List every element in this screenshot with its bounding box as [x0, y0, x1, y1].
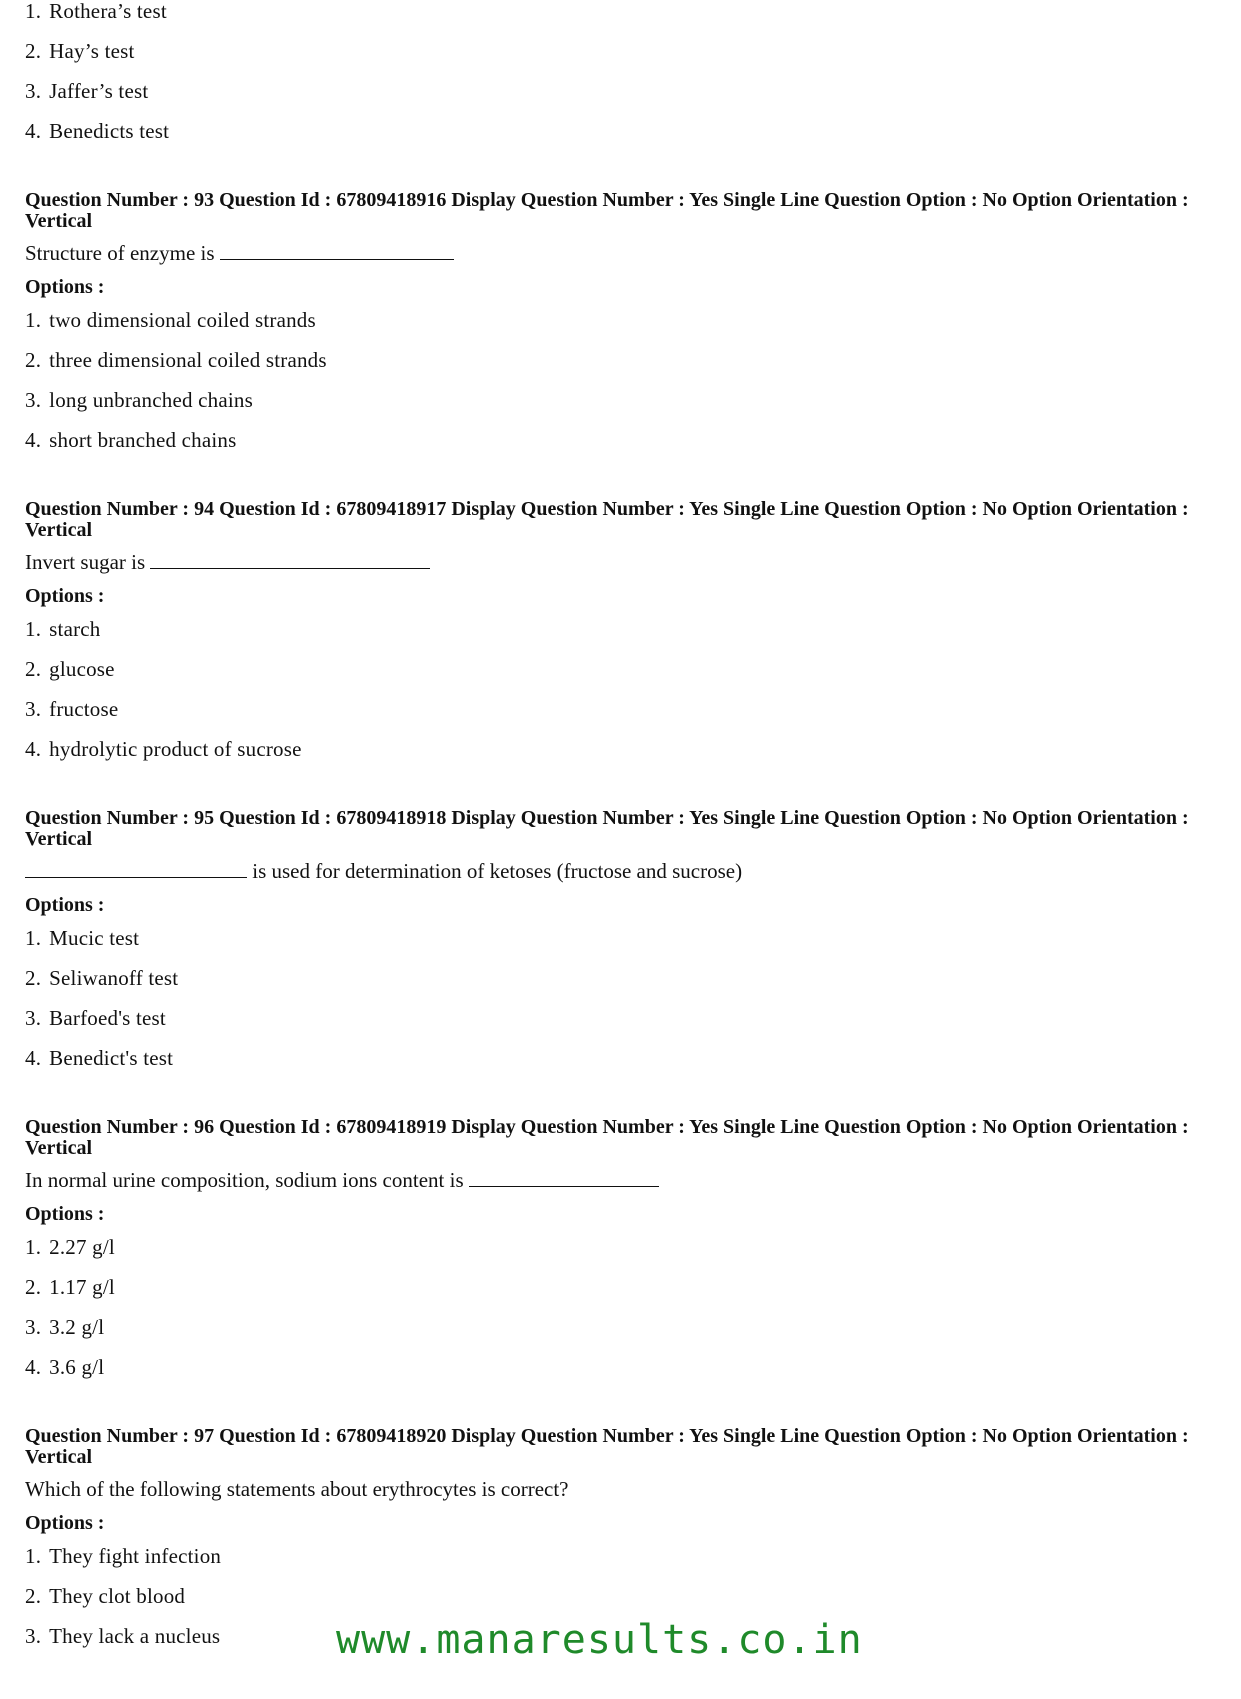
option-item: 3. Jaffer’s test [25, 79, 149, 103]
question-text: Structure of enzyme is [25, 242, 1215, 264]
option-item: 2. Seliwanoff test [25, 966, 179, 990]
question-paper-page [25, 0, 1215, 1665]
option-item: 1. Mucic test [25, 926, 140, 950]
question-header: Question Number : 96 Question Id : 67809418919 Display Question Number : Yes Single Line Question Option : No Option Orientation : Vertical [25, 1116, 1189, 1159]
option-item: 1. They fight infection [25, 1544, 222, 1568]
option-item: 4. short branched chains [25, 428, 237, 452]
watermark-text: www.manaresults.co.in [336, 1617, 863, 1663]
option-item: 4. 3.6 g/l [25, 1355, 105, 1379]
option-item: 1. starch [25, 617, 101, 641]
options-label: Options : [25, 276, 105, 298]
option-item: 2. 1.17 g/l [25, 1275, 115, 1299]
option-item: 2. glucose [25, 657, 115, 681]
option-item: 3. 3.2 g/l [25, 1315, 105, 1339]
option-item: 4. Benedicts test [25, 119, 170, 143]
option-item: 3. long unbranched chains [25, 388, 253, 412]
option-item: 4. hydrolytic product of sucrose [25, 737, 302, 761]
question-text: Invert sugar is [25, 551, 1215, 573]
answer-blank [25, 863, 247, 878]
options-label: Options : [25, 585, 105, 607]
option-item: 4. Benedict's test [25, 1046, 174, 1070]
options-label: Options : [25, 1512, 105, 1534]
question-block [25, 190, 1215, 469]
option-item: 1. 2.27 g/l [25, 1235, 115, 1259]
option-item: 3. Barfoed's test [25, 1006, 166, 1030]
question-block [25, 808, 1215, 1087]
answer-blank [220, 245, 454, 260]
option-item: 3. They lack a nucleus [25, 1624, 221, 1648]
option-item: 3. fructose [25, 697, 119, 721]
question-text: In normal urine composition, sodium ions content is [25, 1169, 1215, 1191]
question-header: Question Number : 95 Question Id : 67809418918 Display Question Number : Yes Single Line Question Option : No Option Orientation : Vertical [25, 807, 1189, 850]
question-header: Question Number : 94 Question Id : 67809418917 Display Question Number : Yes Single Line Question Option : No Option Orientation : Vertical [25, 498, 1189, 541]
options-label: Options : [25, 1203, 105, 1225]
question-block [25, 1117, 1215, 1396]
option-item: 2. They clot blood [25, 1584, 186, 1608]
option-item: 2. Hay’s test [25, 39, 135, 63]
question-text: is used for determination of ketoses (fructose and sucrose) [25, 860, 1215, 882]
option-item: 2. three dimensional coiled strands [25, 348, 327, 372]
answer-blank [469, 1172, 659, 1187]
question-text: Which of the following statements about erythrocytes is correct? [25, 1477, 569, 1501]
question-header: Question Number : 93 Question Id : 67809418916 Display Question Number : Yes Single Line Question Option : No Option Orientation : Vertical [25, 189, 1189, 232]
question-block [25, 499, 1215, 778]
question-header: Question Number : 97 Question Id : 67809418920 Display Question Number : Yes Single Line Question Option : No Option Orientation : Vertical [25, 1425, 1189, 1468]
option-item: 1. two dimensional coiled strands [25, 308, 316, 332]
options-label: Options : [25, 894, 105, 916]
previous-question-options [25, 0, 1215, 160]
option-item: 1. Rothera’s test [25, 0, 167, 23]
answer-blank [150, 554, 430, 569]
